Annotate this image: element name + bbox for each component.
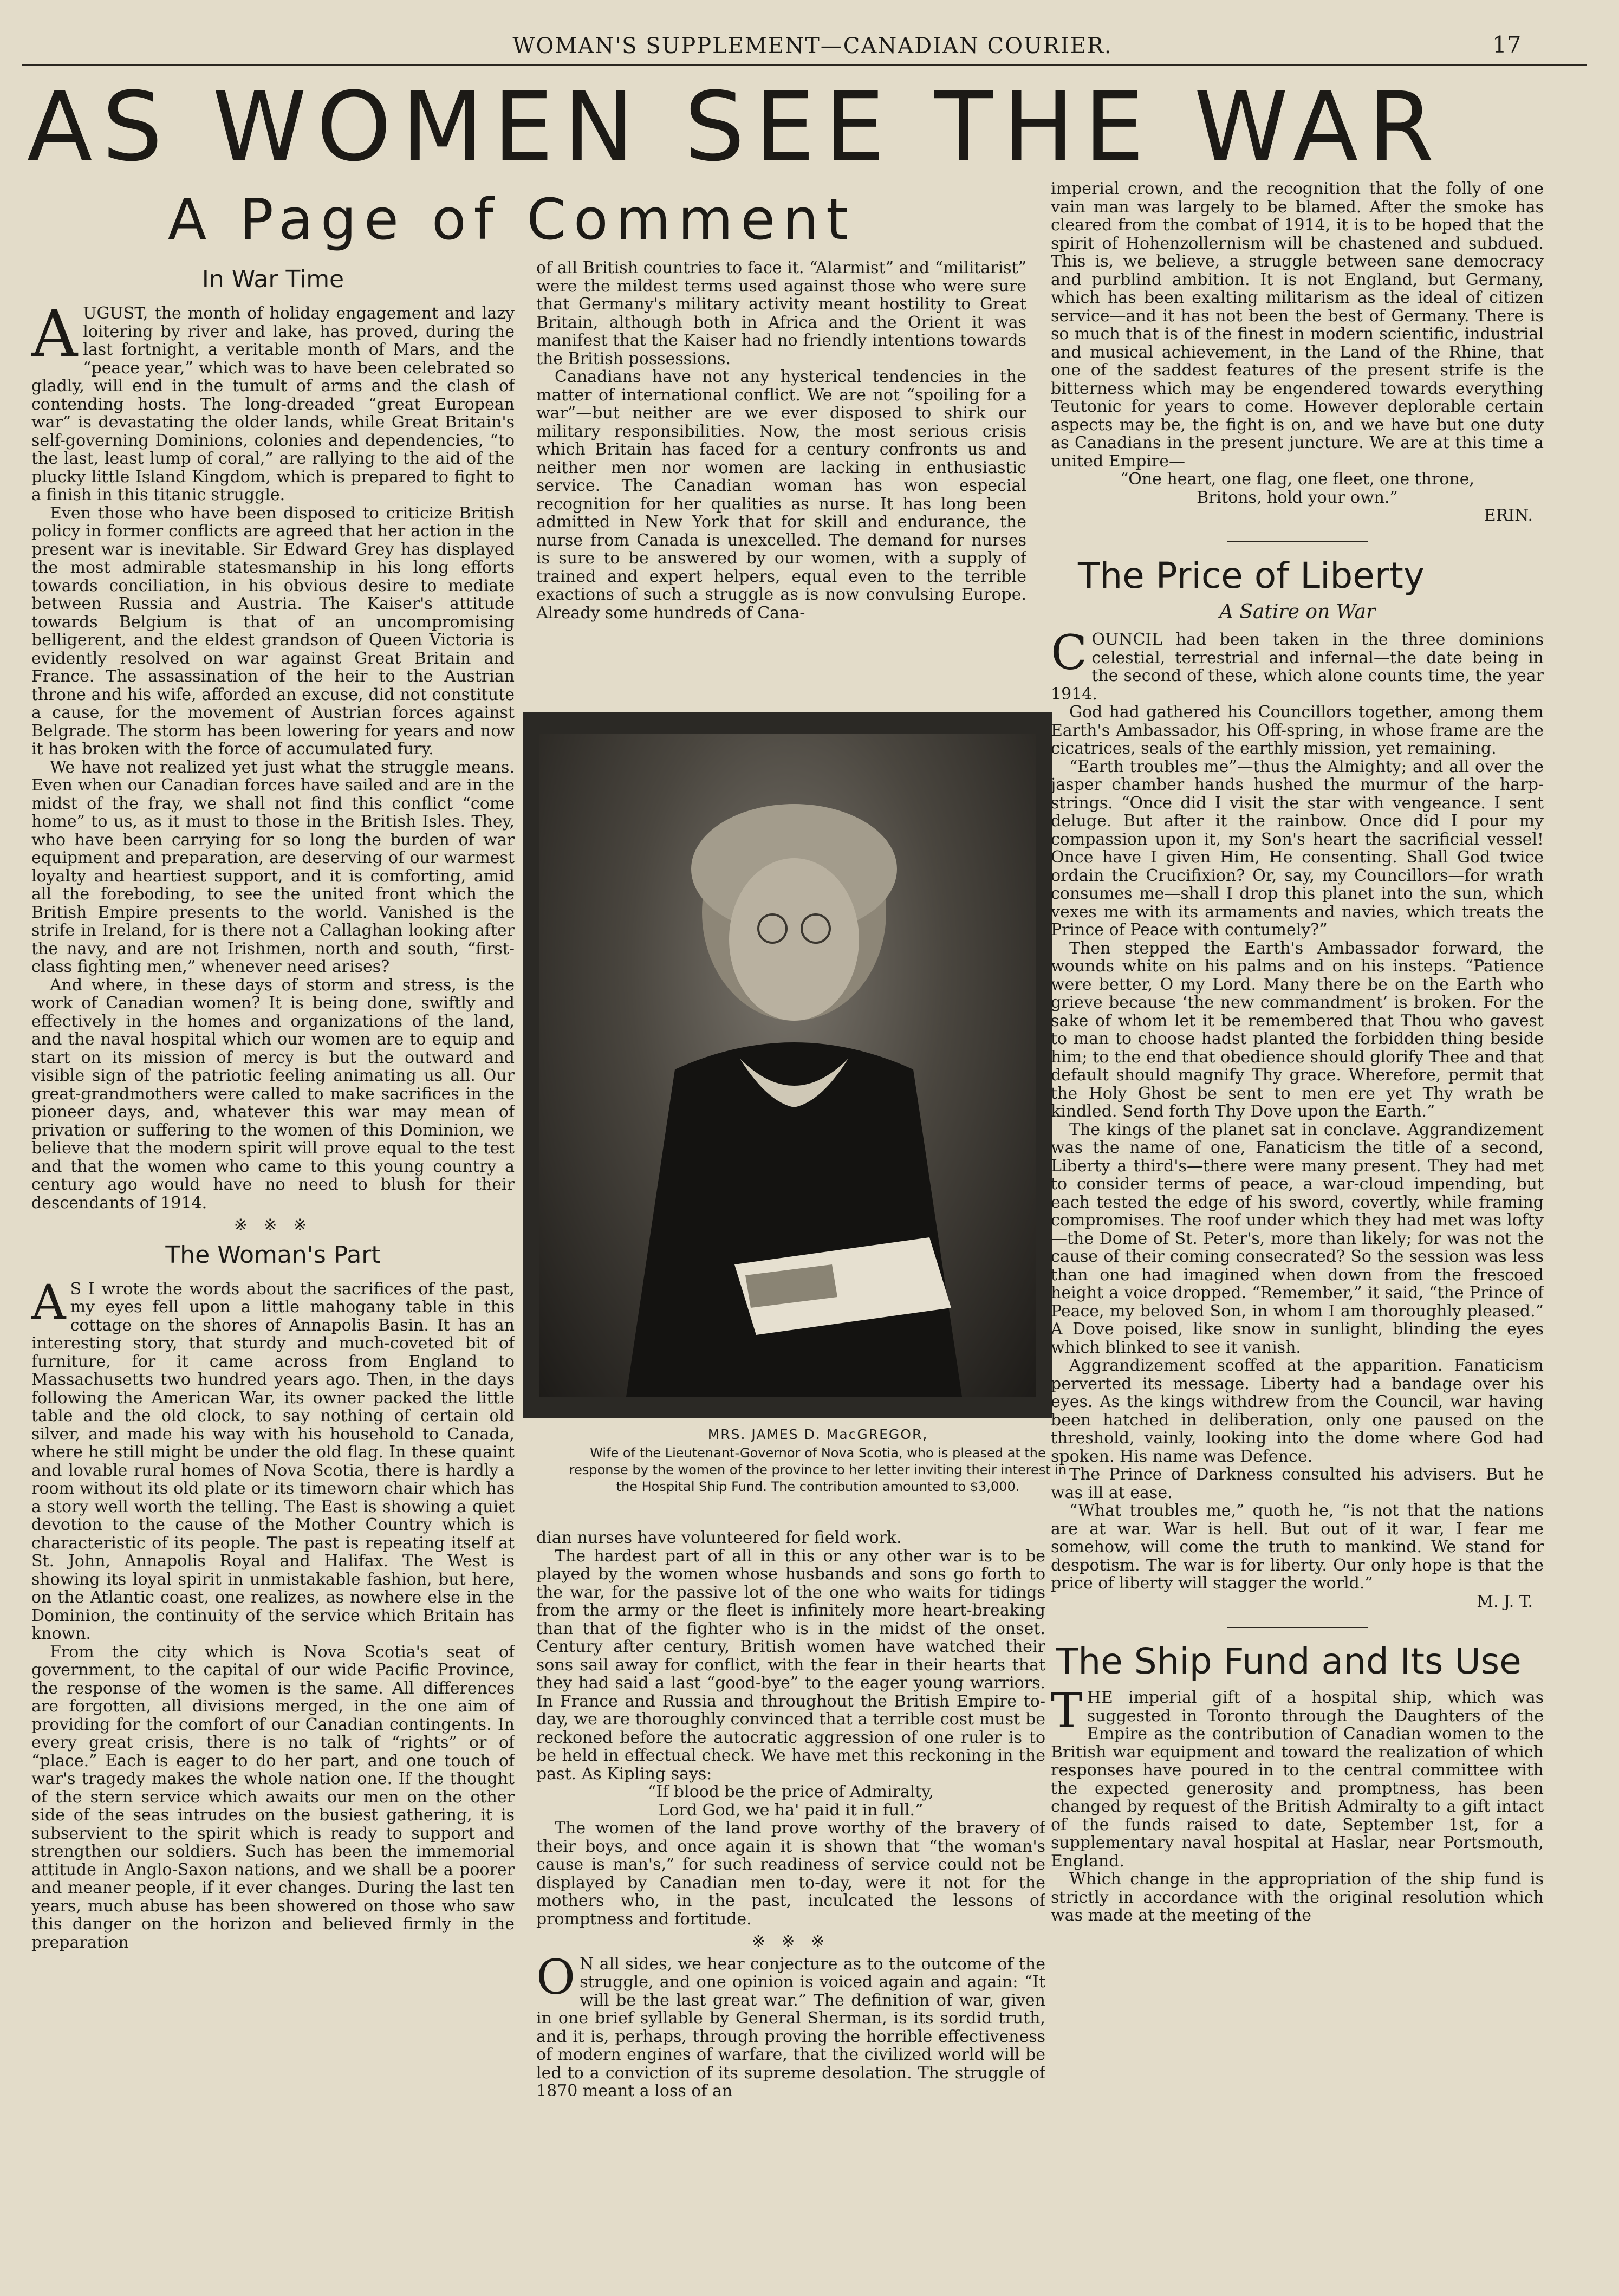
kipling-quote-line: Lord God, we ha' paid it in full.” [658, 1800, 924, 1820]
article-paragraph: The hardest part of all in this or any other war is to be played by the women whose husbands and sons go forth to the war, for the passive lot of the one who waits for tidings from the army or the fleet is infinitely more heart-breaking than that of the fighter who is in the midst of the onset. Century after century, British women have watched their sons sail away for conflict, with the fear in their hearts that they had said a last “good-bye” to the eager young warriors. In France and Russia and throughout the British Empire to-day, we are thoroughly convinced that a terrible cost must be reckoned before the autocratic aggression of one ruler is to be held in effectual check. We have met this reckoning in the past. As Kipling says: [536, 1546, 1045, 1783]
column-2-top [536, 259, 1026, 692]
signature-mjt: M. J. T. [1477, 1592, 1533, 1611]
drop-cap: A [31, 296, 78, 371]
article-paragraph: THE imperial gift of a hospital ship, which was suggested in Toronto through the Daughters of the Empire as the contribution of Canadian women to the British war equipment and toward the realization of which responses have poured in to the central committee with the expected generosity and promptness, has been changed by request of the British Admiralty to a gift intact of the funds raised to date, September 1st, for a supplementary naval hospital at Haslar, near Portsmouth, England. [1051, 1683, 1544, 1871]
article-paragraph: Then stepped the Earth's Ambassador forward, the wounds white on his palms and on his insteps. “Patience were better, O my Lord. Many there be on the Earth who grieve because ‘the new commandment’ is broken. For the sake of whom let it be remembered that Thou who gavest to man to choose hadst planted the forbidden thing beside him; to the end that obedience should glorify Thee and that default should magnify Thy grace. Wherefore, permit that the Holy Ghost be sent to men ere yet Thy wrath be kindled. Send forth Thy Dove upon the Earth.” [1051, 938, 1544, 1121]
page-title: AS WOMEN SEE THE WAR [27, 72, 1444, 183]
article-paragraph: The Prince of Darkness consulted his advisers. But he was ill at ease. [1051, 1465, 1544, 1502]
drop-cap: T [1051, 1683, 1083, 1739]
article-paragraph: A S I wrote the words about the sacrifices of the past, my eyes fell upon a little mahogany table in this cottage on the shores of Annapolis Basin. It has an interesting story, that sturdy and much-coveted bit of furniture, for it came across from England to Massachusetts two hundred years ago. Then, in the days following the American War, its owner packed the little table and the old clock, to say nothing of certain old silver, and made his way with his household to Canada, where he still might be under the old flag. In these quaint and lovable rural homes of Nova Scotia, there is hardly a room without its old plate or its timeworn chair which has a story well worth the telling. The East is showing a quiet devotion to the cause of the Mother Country which is characteristic of its people. The past is repeating itself at St. John, Annapolis Royal and Halifax. The West is showing its loyal spirit in unmistakable fashion, but here, on the Atlantic coast, one realizes, as nowhere else in the Dominion, the continuity of the service which Britain has known. [31, 1274, 515, 1643]
page-subtitle: A Page of Comment [168, 186, 856, 252]
article-paragraph: The women of the land prove worthy of the bravery of their boys, and once again it is shown that “the woman's cause is man's,” for such readiness of service could not be displayed by Canadian men to-day, were it not for the mothers who, in the past, inculcated the lessons of promptness and fortitude. [536, 1819, 1045, 1929]
article-paragraph: Even those who have been disposed to criticize British policy in former conflicts are agreed that her action in the present war is inevitable. Sir Edward Grey has displayed the most admirable statesmanship in his long efforts towards conciliation, in his obvious desire to mediate between Russia and Austria. The Kaiser's attitude towards Belgium is that of an uncompromising belligerent, and the eldest grandson of Queen Victoria is evidently resolved on war against Great Britain and France. The assassination of the heir to the Austrian throne and his wife, afforded an excuse, did not constitute a cause, for the movement of Austrian forces against Belgrade. The storm has been lowering for years and now it has broken with the force of accumulated fury. [31, 503, 515, 758]
column-3 [1051, 180, 1544, 2276]
article-paragraph: “Earth troubles me”—thus the Almighty; and all over the jasper chamber hands hushed the murmur of the harp-strings. “Once did I visit the star with vengeance. I sent deluge. But after it the rainbow. Once did I pour my compassion upon it, my Son's heart the sacrificial vessel! Once have I given Him, He consenting. Shall God twice ordain the Crucifixion? Or, say, my Councillors—for wrath consumes me—shall I drop this planet into the sun, which vexes me with its armaments and navies, which treats the Prince of Peace with contumely?” [1051, 757, 1544, 939]
article-paragraph: “What troubles me,” quoth he, “is not that the nations are at war. War is hell. But out of it war, I fear me somehow, will come the truth to mankind. We stand for despotism. The war is for liberty. Our only hope is that the price of liberty will stagger the world.” [1051, 1501, 1544, 1593]
article-paragraph: O N all sides, we hear conjecture as to the outcome of the struggle, and one opinion is voiced again and again: “It will be the last great war.” The definition of war, given in one brief syllable by General Sherman, is its sordid truth, and it is, perhaps, through proving the horrible effectiveness of modern engines of warfare, that the civilized world will be led to a conviction of its supreme desolation. The struggle of 1870 meant a loss of an [536, 1949, 1045, 2100]
section-rule [1227, 1627, 1368, 1628]
portrait-image [539, 734, 1036, 1397]
caption-name: MRS. JAMES D. MacGREGOR, [707, 1426, 928, 1442]
signature-erin: ERIN. [1484, 506, 1533, 525]
section-divider-stars: ※ ※ ※ [751, 1932, 830, 1951]
portrait-figure [539, 734, 1036, 1397]
section-subheading-satire: A Satire on War [1219, 600, 1376, 623]
article-paragraph: dian nurses have volunteered for field work. [536, 1529, 902, 1547]
photo-caption [569, 1426, 1067, 1495]
page-number: 17 [1492, 31, 1522, 58]
article-paragraph: Aggrandizement scoffed at the apparition. Fanaticism perverted its message. Liberty had a bandage over his eyes. As the kings withdrew from the Council, war having been hatched in deliberation, only one paused on the threshold, vainly, looking into the dome where God had spoken. His name was Defence. [1051, 1356, 1544, 1466]
section-heading-war-time: In War Time [201, 265, 344, 293]
section-heading-ship-fund: The Ship Fund and Its Use [1056, 1640, 1522, 1682]
caption-text: Wife of the Lieutenant-Governor of Nova Scotia, who is pleased at the response by the women of the province to her letter inviting their interest in the Hospital Ship Fund. The contribution amounted to $3,000. [569, 1445, 1067, 1494]
article-paragraph: AUGUST, the month of holiday engagement and lazy loitering by river and lake, has proved, during the last fortnight, a veritable month of Mars, and the “peace year,” which was to have been celebrated so gladly, will end in the tumult of arms and the clash of contending hosts. The long-dreaded “great European war” is devastating the older lands, while Great Britain's self-governing Dominions, colonies and dependencies, “to the last, least lump of coral,” are rallying to the aid of the plucky little Island Kingdom, which is prepared to fight to a finish in this titanic struggle. [31, 296, 515, 504]
column-1 [31, 260, 515, 2265]
article-paragraph: We have not realized yet just what the struggle means. Even when our Canadian forces have sailed and are in the midst of the fray, we shall not find this conflict “come home” to us, as it must to those in the British Isles. They, who have been carrying for so long the burden of war equipment and preparation, are deserving of our warmest loyalty and heartiest support, and it is comforting, amid all the foreboding, to see the united front which the British Empire presents to the world. Vanished is the strife in Ireland, for is there not a Callaghan looking after the navy, and are not Irishmen, north and south, “first-class fighting men,” whenever need arises? [31, 757, 515, 976]
article-paragraph: The kings of the planet sat in conclave. Aggrandizement was the name of one, Fanaticism the title of a second, Liberty a third's—there were many present. They had met to consider terms of peace, a war-cloud impending, but each tested the edge of his sword, covertly, while framing compromises. The roof under which they had met was lofty—the Dome of St. Peter's, more than likely; for was not the cause of their coming consecrated? So the session was less than one had imagined when down from the frescoed height a voice dropped. “Remember,” it said, “the Prince of Peace, my beloved Son, in whom I am thoroughly pleased.” A Dove poised, like snow in sunlight, blinding the eyes which blinked to see it vanish. [1051, 1120, 1544, 1357]
kipling-quote-line: “If blood be the price of Admiralty, [648, 1782, 934, 1801]
article-paragraph: Which change in the appropriation of the ship fund is strictly in accordance with the original resolution which was made at the meeting of the [1051, 1870, 1544, 1925]
article-paragraph: God had gathered his Councillors together, among them Earth's Ambassador, his Off-spring, in whose frame are the cicatrices, seals of the earthly mission, yet remaining. [1051, 703, 1544, 758]
article-paragraph: of all British countries to face it. “Alarmist” and “militarist” were the mildest terms used against those who were sure that Germany's military activity meant hostility to Great Britain, although both in Africa and the Orient it was manifest that the Kaiser had no friendly intentions towards the British possessions. [536, 259, 1026, 368]
article-paragraph: And where, in these days of storm and stress, is the work of Canadian women? It is being done, swiftly and effectively in the homes and organizations of the land, and the naval hospital which our women are to equip and start on its mission of mercy is but the outward and visible sign of the patriotic feeling animating us all. Our great-grandmothers were called to make sacrifices in the pioneer days, and, whatever this war may mean of privation or suffering to the women of this Dominion, we believe that the modern spirit will prove equal to the test and that the women who came to this young country a century ago would have no need to blush for their descendants of 1914. [31, 975, 515, 1212]
drop-cap: C [1051, 625, 1088, 680]
section-heading-price-of-liberty: The Price of Liberty [1078, 554, 1425, 596]
article-paragraph: From the city which is Nova Scotia's seat of government, to the capital of our wide Pacific Province, the response of the women is the same. All differences are forgotten, all divisions merged, in the one aim of providing for the comfort of our Canadian contingents. In every great crisis, there is no talk of “rights” or of “place.” Each is eager to do her part, and one touch of war's tragedy makes the whole nation one. If the thought of the stern service which awaits our men on the other side of the seas intrudes on the busiest gathering, it is subservient to the spirit which is ready to support and strengthen our soldiers. Such has been the immemorial attitude in Anglo-Saxon nations, and we shall be a poorer and meaner people, if it ever changes. During the last ten years, much abuse has been showered on those who saw this danger on the horizon and believed firmly in the preparation [31, 1642, 515, 1952]
section-divider-stars: ※ ※ ※ [233, 1216, 313, 1235]
running-head: WOMAN'S SUPPLEMENT—CANADIAN COURIER. [512, 34, 1113, 59]
article-paragraph: Canadians have not any hysterical tendencies in the matter of international conflict. We are not “spoiling for a war”—but neither are we ever disposed to shirk our military responsibilities. Now, the most serious crisis which Britain has faced for a century confronts us and neither men nor women are lacking in enthusiastic service. The Canadian woman has won especial recognition for her qualities as nurse. It has long been admitted in New York that for skill and endurance, the nurse from Canada is unexcelled. The demand for nurses is sure to be answered by our women, with a supply of trained and expert helpers, equal even to the terrible exactions of such a struggle as is now convulsing Europe. Already some hundreds of Cana- [536, 367, 1026, 622]
closing-quote-line: “One heart, one flag, one fleet, one throne, [1120, 470, 1475, 489]
portrait-photo [524, 713, 1051, 1417]
section-heading-womans-part: The Woman's Part [165, 1241, 381, 1269]
drop-cap: O [536, 1949, 576, 2005]
article-paragraph: COUNCIL had been taken in the three dominions celestial, terrestrial and infernal—the date being in the second of these, which alone counts time, the year 1914. [1051, 625, 1544, 704]
header-rule [22, 64, 1587, 66]
drop-cap: A [31, 1274, 66, 1330]
column-2-bottom [536, 1529, 1045, 2276]
section-rule [1227, 541, 1368, 542]
closing-quote-line: Britons, hold your own.” [1197, 488, 1398, 507]
article-paragraph: imperial crown, and the recognition that the folly of one vain man was largely to be blamed. After the smoke has cleared from the combat of 1914, it is to be hoped that the spirit of Hohenzollernism will be chastened and subdued. This is, we believe, a struggle between sane democracy and purblind ambition. It is not England, but Germany, which has been exalting militarism as the ideal of citizen service—and it has not been the best of Germany. There is so much that is of the finest in modern scientific, industrial and musical achievement, in the Land of the Rhine, that one of the saddest features of the present strife is the bitterness which may be engendered towards everything Teutonic for years to come. However deplorable certain aspects may be, the fight is on, and we have but one duty as Canadians in the present juncture. We are at this time a united Empire— [1051, 180, 1544, 471]
